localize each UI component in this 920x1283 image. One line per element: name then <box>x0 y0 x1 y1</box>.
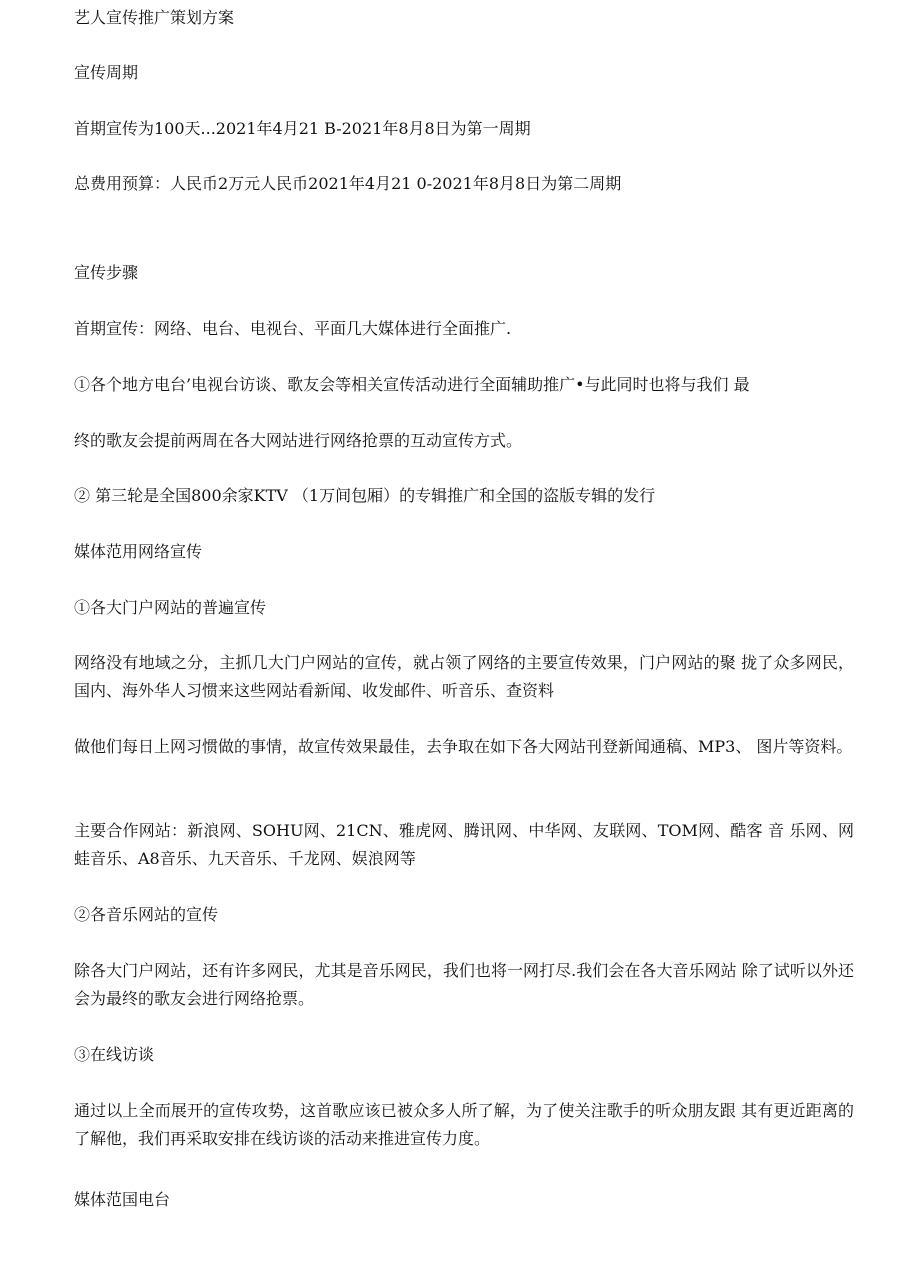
document-title: 艺人宣传推广策划方案 <box>74 8 235 27</box>
section-heading-media-network: 媒体范用网络宣传 <box>74 542 203 561</box>
paragraph-first-period: 首期宣传为100天...2021年4月21 B-2021年8月8日为第一周期 <box>74 119 531 138</box>
paragraph-steps-first: 首期宣传：网络、电台、电视台、平面几大媒体进行全面推广. <box>74 319 512 338</box>
network-item2-heading: ②各音乐网站的宣传 <box>74 905 219 924</box>
network-paragraph2: 做他们每日上网习惯做的事情，故宣传效果最佳，去争取在如下各大网站刊登新闻通稿、MP3、 图片等资料。 <box>74 737 853 756</box>
section-heading-steps: 宣传步骤 <box>74 263 139 282</box>
paragraph-steps-item1-line1: ①各个地方电台’电视台访谈、歌友会等相关宣传活动进行全面辅助推广•与此同时也将与我们 最 <box>74 375 750 394</box>
network-paragraph4: 通过以上全而展开的宣传攻势，这首歌应该已被众多人所了解，为了使关注歌手的听众朋友跟 其有更近距离的了解他，我们再采取安排在线访谈的活动来推进宣传力度。 <box>74 1101 854 1148</box>
network-item1-heading: ①各大门户网站的普遍宣传 <box>74 598 267 617</box>
network-paragraph3: 除各大门户网站，还有许多网民，尤其是音乐网民，我们也将一网打尽.我们会在各大音乐网站 除了试听以外还会为最终的歌友会进行网络抢票。 <box>74 961 854 1008</box>
paragraph-budget: 总费用预算：人民币2万元人民币2021年4月21 0-2021年8月8日为第二周期 <box>74 174 622 193</box>
paragraph-steps-item2: ② 第三轮是全国800余家KTV （1万间包厢）的专辑推广和全国的盗版专辑的发行 <box>74 486 656 505</box>
section-heading-media-radio: 媒体范国电台 <box>74 1190 171 1209</box>
network-partners: 主要合作网站：新浪网、SOHU网、21CN、雅虎网、腾讯网、中华网、友联网、TOM网、酷客 音 乐网、网蛙音乐、A8音乐、九天音乐、千龙网、娱浪网等 <box>74 821 854 868</box>
network-paragraph1: 网络没有地域之分，主抓几大门户网站的宣传，就占领了网络的主要宣传效果，门户网站的聚 拢了众多网民，国内、海外华人习惯来这些网站看新闻、收发邮件、听音乐、查资料 <box>74 653 854 700</box>
network-item3-heading: ③在线访谈 <box>74 1045 155 1064</box>
paragraph-steps-item1-line2: 终的歌友会提前两周在各大网站进行网络抢票的互动宣传方式。 <box>74 431 523 450</box>
section-heading-period: 宣传周期 <box>74 63 139 82</box>
